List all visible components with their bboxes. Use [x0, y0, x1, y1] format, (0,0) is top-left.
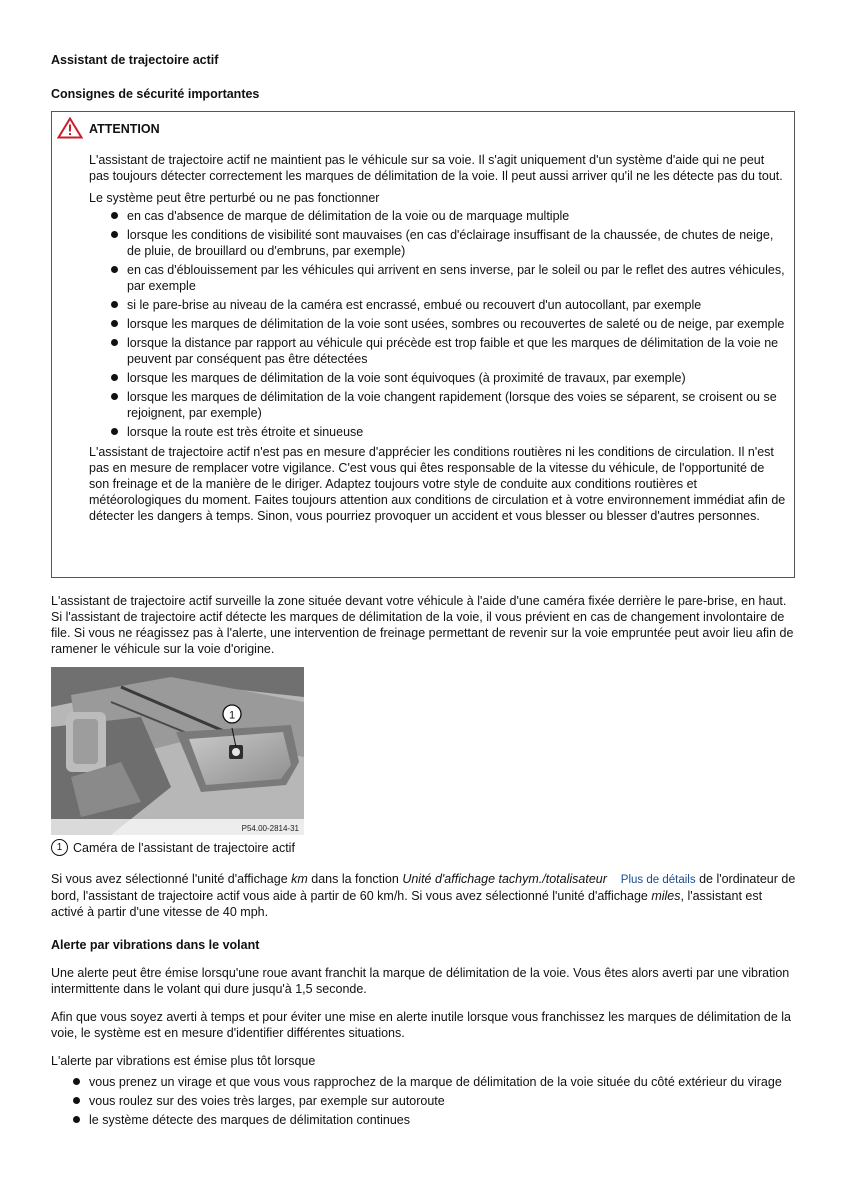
section-heading-safety: Consignes de sécurité importantes [51, 87, 260, 101]
list-item: lorsque les marques de délimitation de la voie changent rapidement (lorsque des voies se séparent, se croisent ou se rejoignent, par exemple) [89, 389, 787, 421]
warning-paragraph: L'assistant de trajectoire actif n'est pas en mesure d'apprécier les conditions routières ni les conditions de circulation. Il n'est pas en mesure de remplacer votre vigilance. C'est vous qui êtes responsable de la vitesse du véhicule, de l'opportunité de son freinage et de la manière de le diriger. Adaptez toujours votre style de conduite aux conditions routières et météorologiques du moment. Faites toujours attention aux conditions de circulation et à votre environnement immédiat afin de détecter les dangers à temps. Sinon, vous pourriez provoquer un accident et vous blesser ou blesser d'autres personnes. [89, 445, 786, 523]
caption-number-badge: 1 [51, 839, 68, 856]
warning-paragraph: Le système peut être perturbé ou ne pas fonctionner [89, 191, 380, 205]
list-item: vous roulez sur des voies très larges, par exemple sur autoroute [51, 1093, 797, 1109]
figure-callout: 1 [228, 709, 236, 722]
list-item: lorsque la route est très étroite et sinueuse [89, 424, 787, 440]
caption-text: Caméra de l'assistant de trajectoire actif [73, 840, 295, 855]
list-item: lorsque la distance par rapport au véhicule qui précède est trop faible et que les marques de délimitation de la voie ne peuvent par conséquent pas être détectées [89, 335, 787, 367]
warning-title: ATTENTION [89, 122, 160, 136]
list-item: en cas d'éblouissement par les véhicules qui arrivent en sens inverse, par le soleil ou par le reflet des autres véhicules, par exemple [89, 262, 787, 294]
vibration-paragraph: Une alerte peut être émise lorsqu'une roue avant franchit la marque de délimitation de la voie. Vous êtes alors averti par une vibration intermittente dans le volant qui dure jusqu'à 1,5 seconde. [51, 966, 790, 996]
vibration-paragraph: L'alerte par vibrations est émise plus tôt lorsque [51, 1054, 316, 1068]
warning-body [89, 152, 787, 530]
details-link[interactable]: Plus de détails [620, 874, 696, 886]
text-run: de l'ordinateur de bord, l'assistant de trajectoire actif vous aide à partir de 60 km/h. Si vous avez sélectionné l'unité d'affichage [51, 872, 796, 903]
text-run: Si vous avez sélectionné l'unité d'affichage [51, 872, 292, 886]
figure-code: P54.00-2814-31 [241, 824, 299, 833]
warning-triangle-icon [57, 117, 83, 139]
list-item: le système détecte des marques de délimitation continues [51, 1112, 797, 1128]
camera-illustration [51, 667, 304, 835]
unit-miles: miles [651, 889, 681, 903]
vibration-condition-list [51, 1074, 797, 1131]
list-item: lorsque les marques de délimitation de la voie sont usées, sombres ou recouvertes de saleté ou de neige, par exemple [89, 316, 787, 332]
intro-paragraph: L'assistant de trajectoire actif surveille la zone située devant votre véhicule à l'aide d'une caméra fixée derrière le pare-brise, en haut. Si l'assistant de trajectoire actif détecte les marques de délimitation de la voie, il vous prévient en cas de changement involontaire de file. Si vous ne réagissez pas à l'alerte, une intervention de freinage permettant de revenir sur la voie empruntée peut avoir lieu afin de ramener le véhicule sur la voie d'origine. [51, 594, 794, 656]
page-title: Assistant de trajectoire actif [51, 53, 219, 67]
text-run: dans la fonction [307, 872, 403, 886]
units-paragraph [51, 871, 797, 920]
figure-caption [51, 839, 295, 856]
list-item: lorsque les marques de délimitation de la voie sont équivoques (à proximité de travaux, par exemple) [89, 370, 787, 386]
function-name: Unité d'affichage tachym./totalisateur [402, 872, 607, 886]
list-item: lorsque les conditions de visibilité sont mauvaises (en cas d'éclairage insuffisant de la chaussée, de chutes de neige, de pluie, de brouillard ou d'embruns, par exemple) [89, 227, 787, 259]
list-item: si le pare-brise au niveau de la caméra est encrassé, embué ou recouvert d'un autocollant, par exemple [89, 297, 787, 313]
vibration-paragraph: Afin que vous soyez averti à temps et pour éviter une mise en alerte inutile lorsque vous franchissez les marques de délimitation de la voie, le système est en mesure d'identifier différentes situations. [51, 1010, 791, 1040]
warning-box [51, 111, 795, 578]
list-item: en cas d'absence de marque de délimitation de la voie ou de marquage multiple [89, 208, 787, 224]
list-item: vous prenez un virage et que vous vous rapprochez de la marque de délimitation de la voie située du côté extérieur du virage [51, 1074, 797, 1090]
warning-paragraph: L'assistant de trajectoire actif ne maintient pas le véhicule sur sa voie. Il s'agit uniquement d'un système d'aide qui ne peut pas toujours détecter correctement les marques de délimitation de la voie. Il peut aussi arriver qu'il ne les détecte pas du tout. [89, 153, 783, 183]
text-run: , l'assistant est activé à partir d'une vitesse de 40 mph. [51, 889, 763, 919]
warning-condition-list [89, 208, 787, 440]
section-heading-vibration: Alerte par vibrations dans le volant [51, 938, 260, 952]
unit-km: km [291, 872, 308, 886]
